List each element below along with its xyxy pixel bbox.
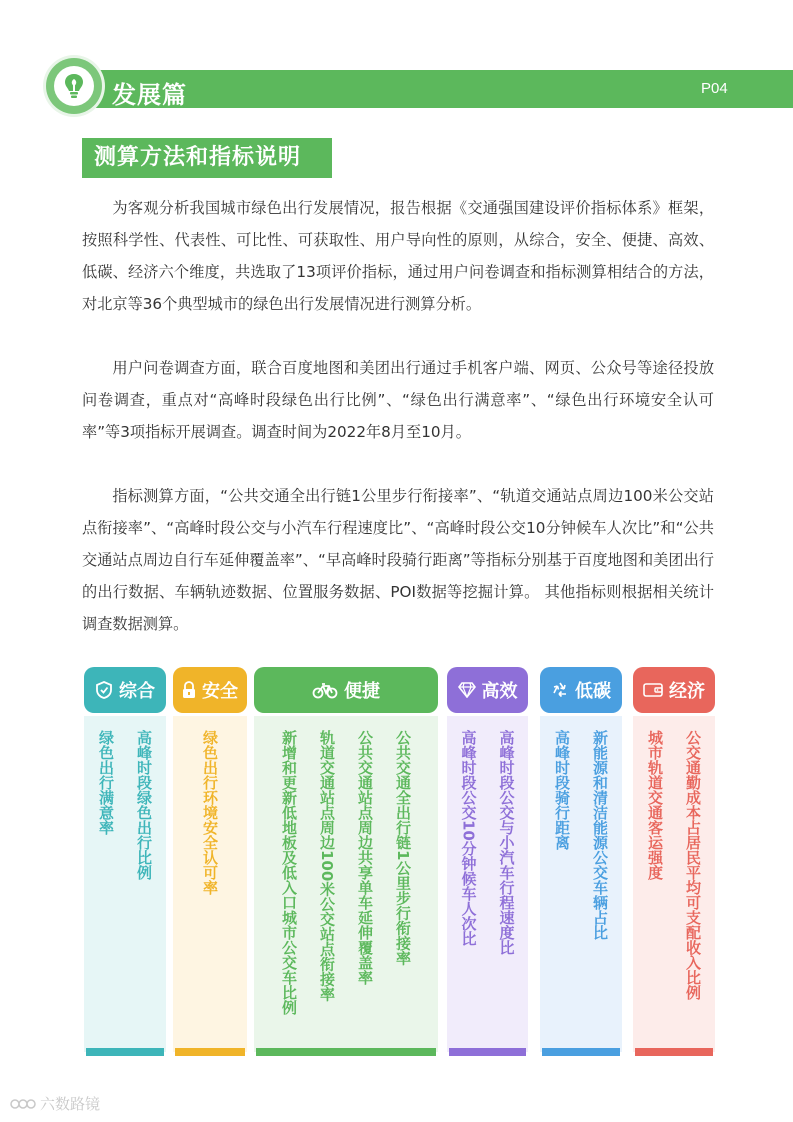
indicator-item: 新增和更新低地板及低入口城市公交车比例 bbox=[280, 730, 298, 1015]
category-label: 低碳 bbox=[575, 681, 611, 702]
indicator-item: 绿色出行满意率 bbox=[97, 730, 115, 835]
section-title: 测算方法和指标说明 bbox=[82, 138, 332, 178]
watermark bbox=[10, 1093, 100, 1114]
category-body-safety bbox=[173, 716, 247, 1052]
watermark-text: 六数路镜 bbox=[40, 1095, 101, 1113]
category-body-economy bbox=[633, 716, 715, 1052]
category-body-efficiency bbox=[447, 716, 528, 1052]
indicator-item: 城市轨道交通客运强度 bbox=[646, 730, 664, 880]
indicator-item: 高峰时段公交10分钟候车人次比 bbox=[459, 730, 478, 946]
category-bar bbox=[256, 1048, 436, 1056]
shield-icon bbox=[95, 681, 113, 699]
category-label: 综合 bbox=[119, 681, 155, 702]
page-title: 发展篇 bbox=[112, 81, 187, 109]
page-number: P04 bbox=[701, 80, 728, 97]
indicator-item: 高峰时段骑行距离 bbox=[553, 730, 571, 850]
logo bbox=[46, 58, 102, 114]
category-body-convenience bbox=[254, 716, 438, 1052]
indicator-item: 高峰时段公交与小汽车行程速度比 bbox=[497, 730, 516, 955]
diamond-icon bbox=[458, 682, 476, 698]
category-header-low-carbon bbox=[540, 667, 622, 713]
category-label: 便捷 bbox=[344, 681, 380, 702]
lightbulb-icon bbox=[62, 72, 86, 100]
indicator-item: 公交通勤成本占居民平均可支配收入比例 bbox=[684, 730, 702, 1000]
paragraph-calculation: 指标测算方面，“公共交通全出行链1公里步行衔接率”、“轨道交通站点周边100米公交站点衔接率”、“高峰时段公交与小汽车行程速度比”、“高峰时段公交10分钟候车人次比”和“公共交通站点周边自行车延伸覆盖率”、“早高峰时段骑行距离”等指标分别基于百度地图和美团出行的出行数据、车辆轨迹数据、位置服务数据、POI数据等挖掘计算。 其他指标则根据相关统计调查数据测算。 bbox=[82, 487, 714, 633]
category-bar bbox=[449, 1048, 526, 1056]
watermark-logo-icon bbox=[10, 1096, 36, 1112]
indicator-item: 公共交通站点周边共享单车延伸覆盖率 bbox=[356, 730, 374, 985]
recycle-icon bbox=[551, 681, 569, 699]
indicator-item: 公共交通全出行链1公里步行衔接率 bbox=[394, 730, 412, 966]
category-label: 高效 bbox=[481, 681, 518, 702]
paragraph-survey: 用户问卷调查方面，联合百度地图和美团出行通过手机客户端、网页、公众号等途径投放问卷调查，重点对“高峰时段绿色出行比例”、“绿色出行满意率”、“绿色出行环境安全认可率”等3项指标开展调查。调查时间为2022年8月至10月。 bbox=[82, 359, 714, 441]
category-label: 安全 bbox=[202, 681, 238, 702]
category-body-low-carbon bbox=[540, 716, 622, 1052]
category-header-safety bbox=[173, 667, 247, 713]
paragraph-intro: 为客观分析我国城市绿色出行发展情况，报告根据《交通强国建设评价指标体系》框架，按照科学性、代表性、可比性、可获取性、用户导向性的原则，从综合，安全、便捷、高效、低碳、经济六个维度，共选取了13项评价指标，通过用户问卷调查和指标测算相结合的方法，对北京等36个典型城市的绿色出行发展情况进行测算分析。 bbox=[82, 199, 714, 313]
indicator-item: 轨道交通站点周边100米公交站点衔接率 bbox=[318, 730, 336, 1002]
indicator-item: 绿色出行环境安全认可率 bbox=[201, 730, 219, 895]
category-header-efficiency bbox=[447, 667, 528, 713]
indicator-item: 新能源和清洁能源公交车辆占比 bbox=[591, 730, 609, 940]
category-header-convenience bbox=[254, 667, 438, 713]
category-bar bbox=[86, 1048, 164, 1056]
category-header-economy bbox=[633, 667, 715, 713]
bicycle-icon bbox=[312, 681, 338, 699]
category-bar bbox=[635, 1048, 713, 1056]
category-label: 经济 bbox=[669, 681, 705, 702]
category-header-comprehensive bbox=[84, 667, 166, 713]
category-bar bbox=[175, 1048, 245, 1056]
wallet-icon bbox=[643, 682, 663, 698]
category-body-comprehensive bbox=[84, 716, 166, 1052]
lock-icon bbox=[182, 681, 196, 699]
indicator-item: 高峰时段绿色出行比例 bbox=[135, 730, 153, 880]
category-bar bbox=[542, 1048, 620, 1056]
